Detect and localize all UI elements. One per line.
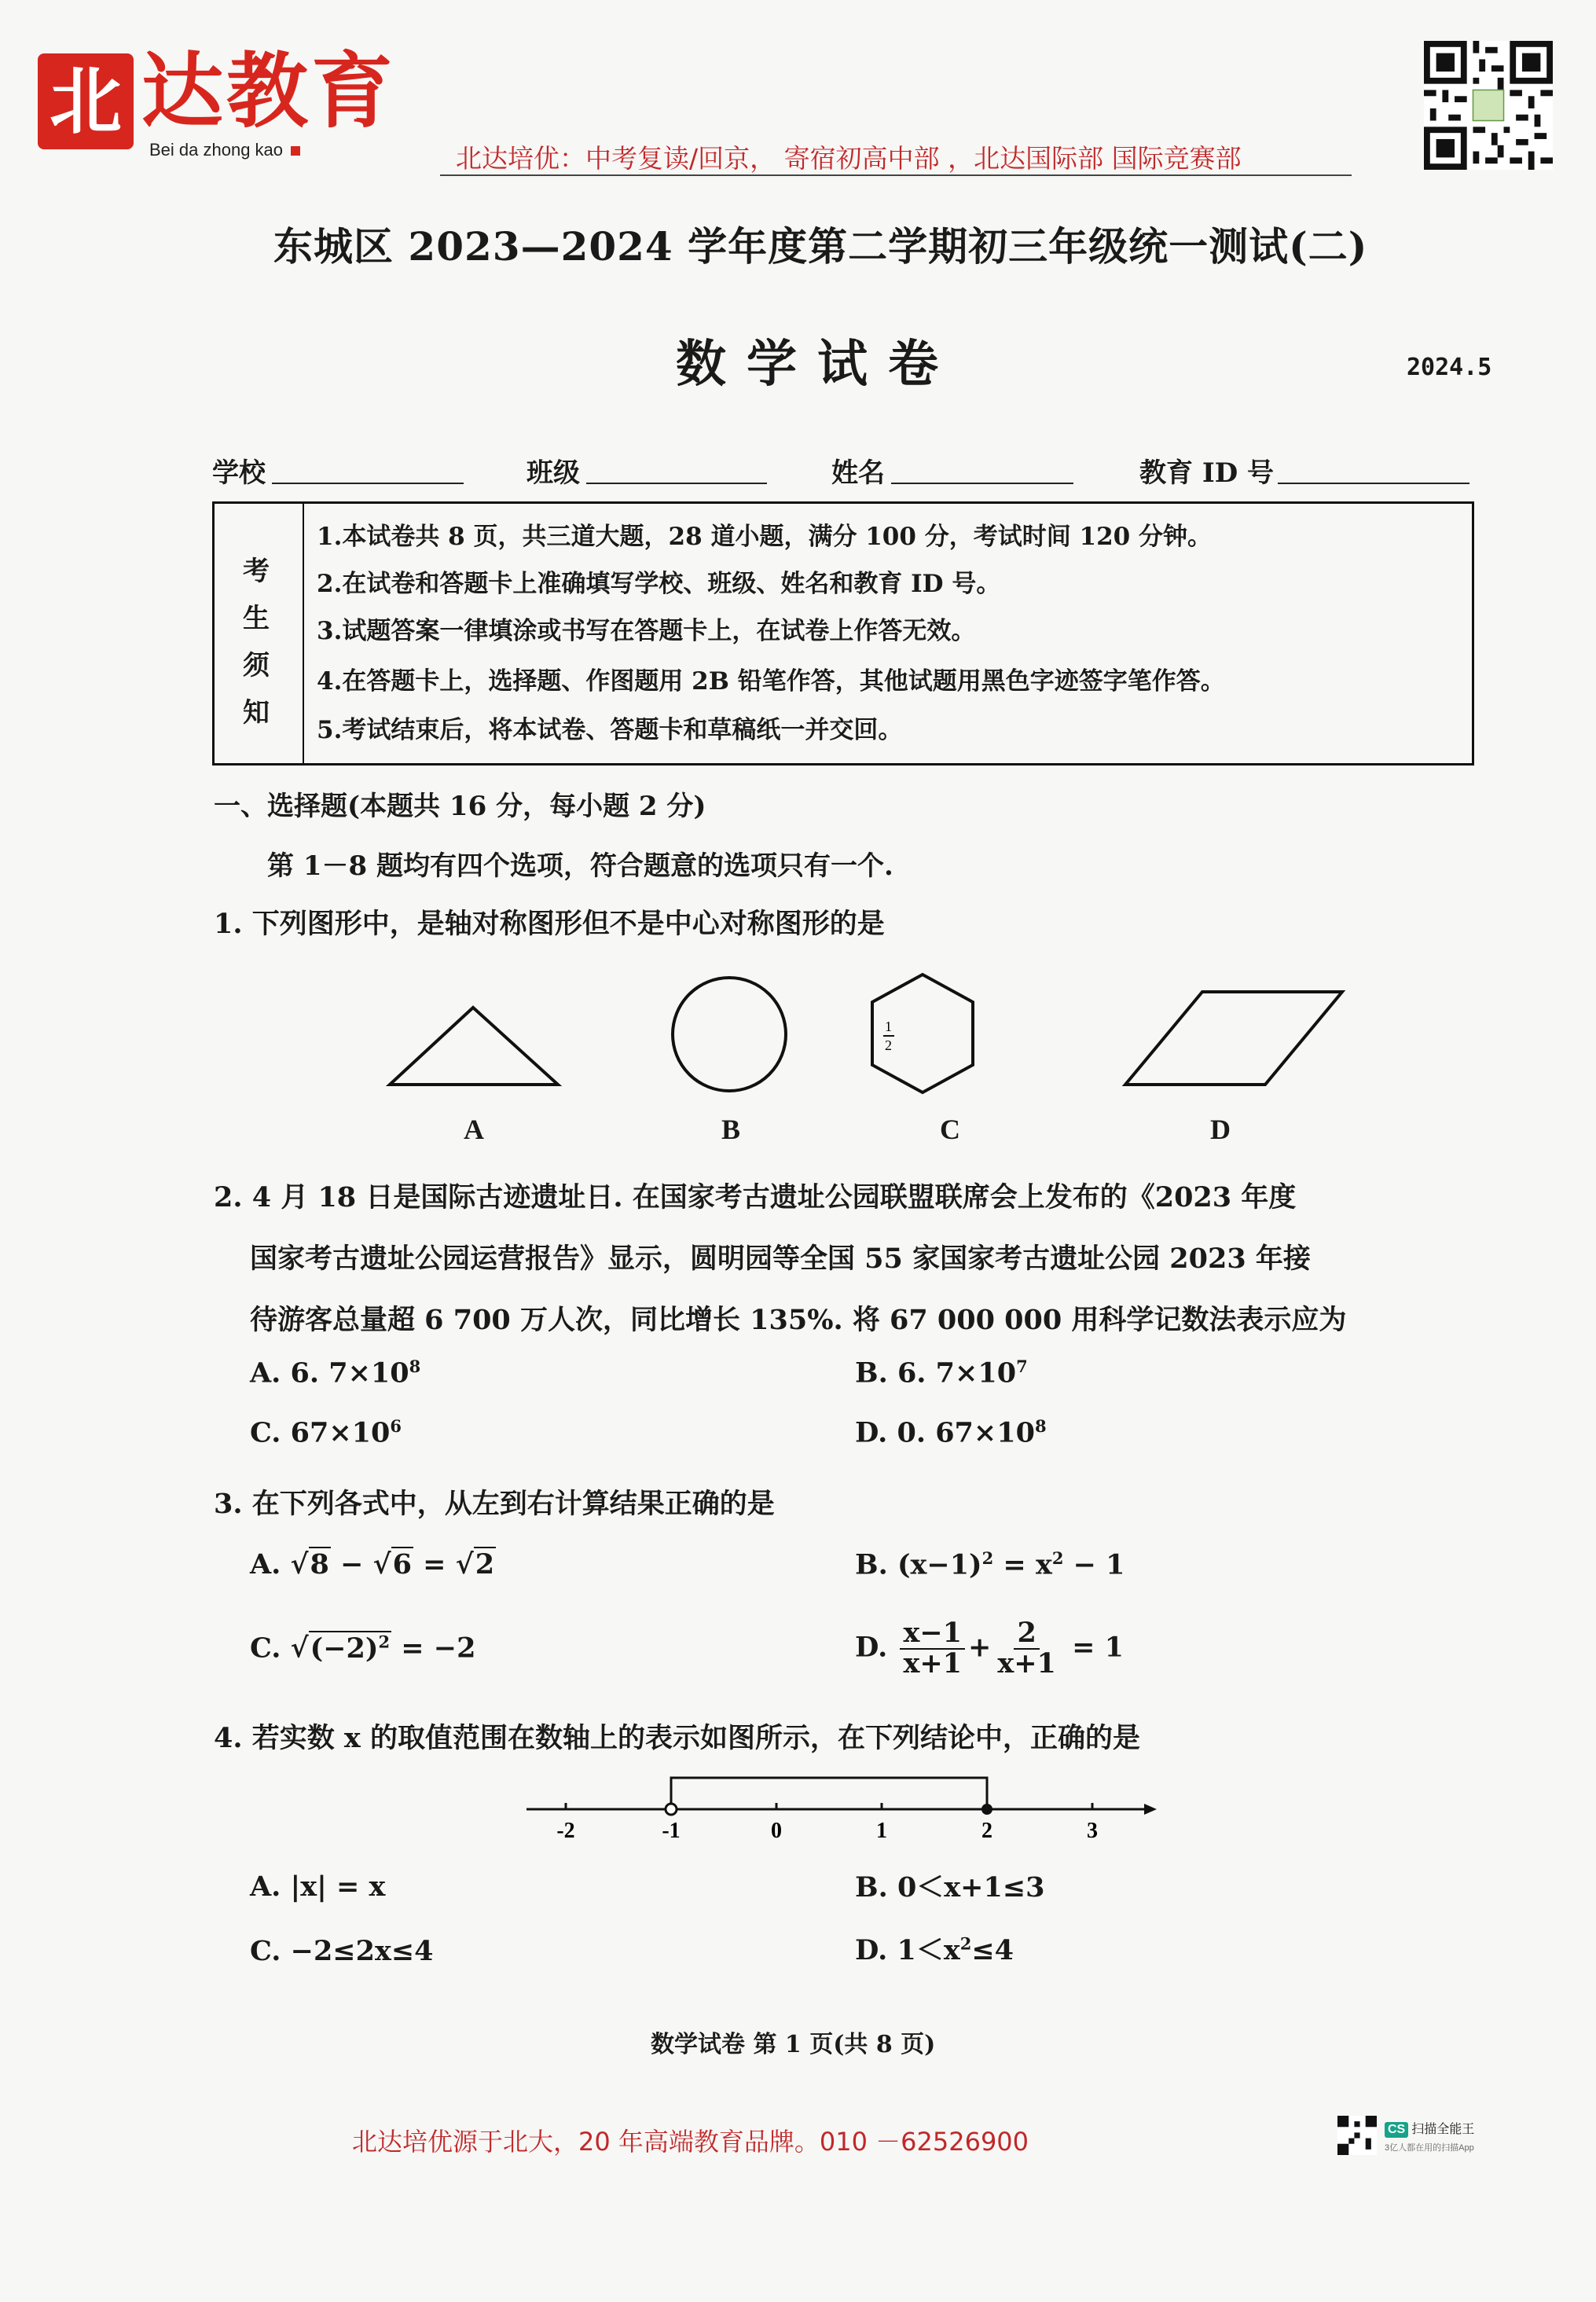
number-line-arrow (1144, 1804, 1157, 1815)
q2-option-c: C. $67\times 10^6$ (250, 1416, 402, 1449)
header-rule (440, 174, 1352, 176)
notice-side-char: 须 (243, 650, 270, 681)
notice-item: 1.本试卷共 8 页，共三道大题，28 道小题，满分 100 分，考试时间 120 分钟。 (317, 523, 1213, 551)
notice-item: 2.在试卷和答题卡上准确填写学校、班级、姓名和教育 ID 号。 (317, 570, 1001, 598)
notice-item: 3.试题答案一律填涂或书写在答题卡上，在试卷上作答无效。 (317, 617, 976, 645)
q3-option-a: A. √8 − √6 = √2 (250, 1548, 495, 1581)
notice-item: 4.在答题卡上，选择题、作图题用 2B 铅笔作答，其他试题用黑色字迹签字笔作答。 (317, 667, 1225, 696)
number-line-tick-label: 2 (981, 1819, 992, 1843)
exam-title: 东城区 2023—2024 学年度第二学期初三年级统一测试(二) (273, 223, 1368, 270)
qr-code-icon (1424, 41, 1553, 170)
figure-label-a: A (464, 1114, 484, 1145)
edu-id-label: 教育 ID 号 (1139, 457, 1275, 489)
class-label: 班级 (526, 457, 580, 489)
school-label: 学校 (212, 457, 266, 489)
figure-label-c: C (940, 1114, 960, 1145)
question-1-stem: 1. 下列图形中，是轴对称图形但不是中心对称图形的是 (214, 908, 885, 940)
q3-option-d: D. $\frac{x-1}{x+1}$ + $\frac{2}{x+1}$ = 1 (855, 1617, 1124, 1680)
question-3-stem: 3. 在下列各式中，从左到右计算结果正确的是 (214, 1488, 775, 1520)
q4-option-a: A. |x| = x (250, 1871, 386, 1903)
logo-text: 达教育 (141, 42, 397, 139)
school-field[interactable] (272, 483, 464, 484)
question-2-line: 待游客总量超 6 700 万人次，同比增长 135%. 将 67 000 000 用科学记数法表示应为 (250, 1304, 1347, 1336)
q2-option-b: B. 6. $7\times 10^7$ (855, 1357, 1028, 1390)
notice-side-char: 生 (243, 603, 270, 634)
question-2-line: 国家考古遗址公园运营报告》显示，圆明园等全国 55 家国家考古遗址公园 2023 年接 (250, 1243, 1311, 1275)
triangle-figure (390, 1008, 558, 1085)
range-open-endpoint (666, 1804, 677, 1815)
q4-option-c: C. −2≤2x≤4 (250, 1935, 434, 1967)
q4-option-b: B. 0＜x+1≤3 (855, 1871, 1045, 1904)
q3-option-b: B. $(x-1)^2 = x^2 - 1$ (855, 1548, 1125, 1581)
range-bracket (671, 1778, 987, 1809)
camscanner-badge: CS 扫描全能王 (1385, 2119, 1474, 2138)
question-4-stem: 4. 若实数 x 的取值范围在数轴上的表示如图所示，在下列结论中，正确的是 (214, 1722, 1140, 1754)
header-tagline: 北达培优：中考复读/回京， 寄宿初高中部 ，北达国际部 国际竞赛部 (456, 143, 1242, 174)
number-line-tick-label: 1 (876, 1819, 887, 1843)
edu-id-field[interactable] (1278, 483, 1469, 484)
number-line-tick-label: -1 (662, 1819, 681, 1843)
section-instruction: 第 1－8 题均有四个选项，符合题意的选项只有一个. (267, 850, 893, 882)
notice-side-char: 知 (243, 697, 270, 729)
notice-side-char: 考 (243, 556, 270, 587)
logo-subtitle: Bei da zhong kao (149, 140, 300, 160)
name-label: 姓名 (831, 457, 885, 489)
number-line-tick-label: 3 (1087, 1819, 1098, 1843)
q2-option-d: D. 0. $67\times 10^8$ (855, 1416, 1047, 1449)
camscanner-subtitle: 3亿人都在用的扫描App (1385, 2143, 1474, 2153)
parallelogram-figure (1125, 992, 1342, 1085)
name-field[interactable] (891, 483, 1073, 484)
notice-side-label (215, 504, 304, 763)
question-1-figures (377, 967, 1352, 1108)
figure-label-d: D (1210, 1114, 1231, 1145)
section-title: 一、选择题(本题共 16 分，每小题 2 分) (214, 791, 706, 822)
range-closed-endpoint (981, 1804, 992, 1815)
footer-advert: 北达培优源于北大，20 年高端教育品牌。010 －62526900 (352, 2127, 1029, 2157)
number-line-tick-label: -2 (556, 1819, 575, 1843)
exam-notice (212, 501, 1474, 765)
camscanner-logo-icon: CS (1385, 2122, 1408, 2138)
number-line (519, 1768, 1163, 1847)
number-line-tick-label: 0 (771, 1819, 782, 1843)
svg-text:2: 2 (885, 1037, 892, 1053)
q4-option-d: D. $1<x^2\le 4$ (855, 1933, 1014, 1966)
q3-option-c: C. $√(-2)^2 = -2$ (250, 1632, 476, 1665)
circle-figure (673, 978, 786, 1091)
subject-title: 数学试卷 (676, 335, 959, 394)
figure-label-b: B (721, 1114, 741, 1145)
class-field[interactable] (586, 483, 767, 484)
notice-item: 5.考试结束后，将本试卷、答题卡和草稿纸一并交回。 (317, 716, 903, 744)
q2-option-a: A. 6. $7\times 10^8$ (250, 1357, 421, 1390)
question-2-line: 2. 4 月 18 日是国际古迹遗址日. 在国家考古遗址公园联盟联席会上发布的《2023 年度 (214, 1181, 1297, 1213)
exam-date: 2024.5 (1407, 354, 1492, 381)
logo-mark: 北 (38, 53, 134, 149)
camscanner-qr-icon (1337, 2116, 1377, 2155)
page-number: 数学试卷 第 1 页(共 8 页) (651, 2031, 936, 2058)
svg-text:1: 1 (885, 1019, 892, 1034)
